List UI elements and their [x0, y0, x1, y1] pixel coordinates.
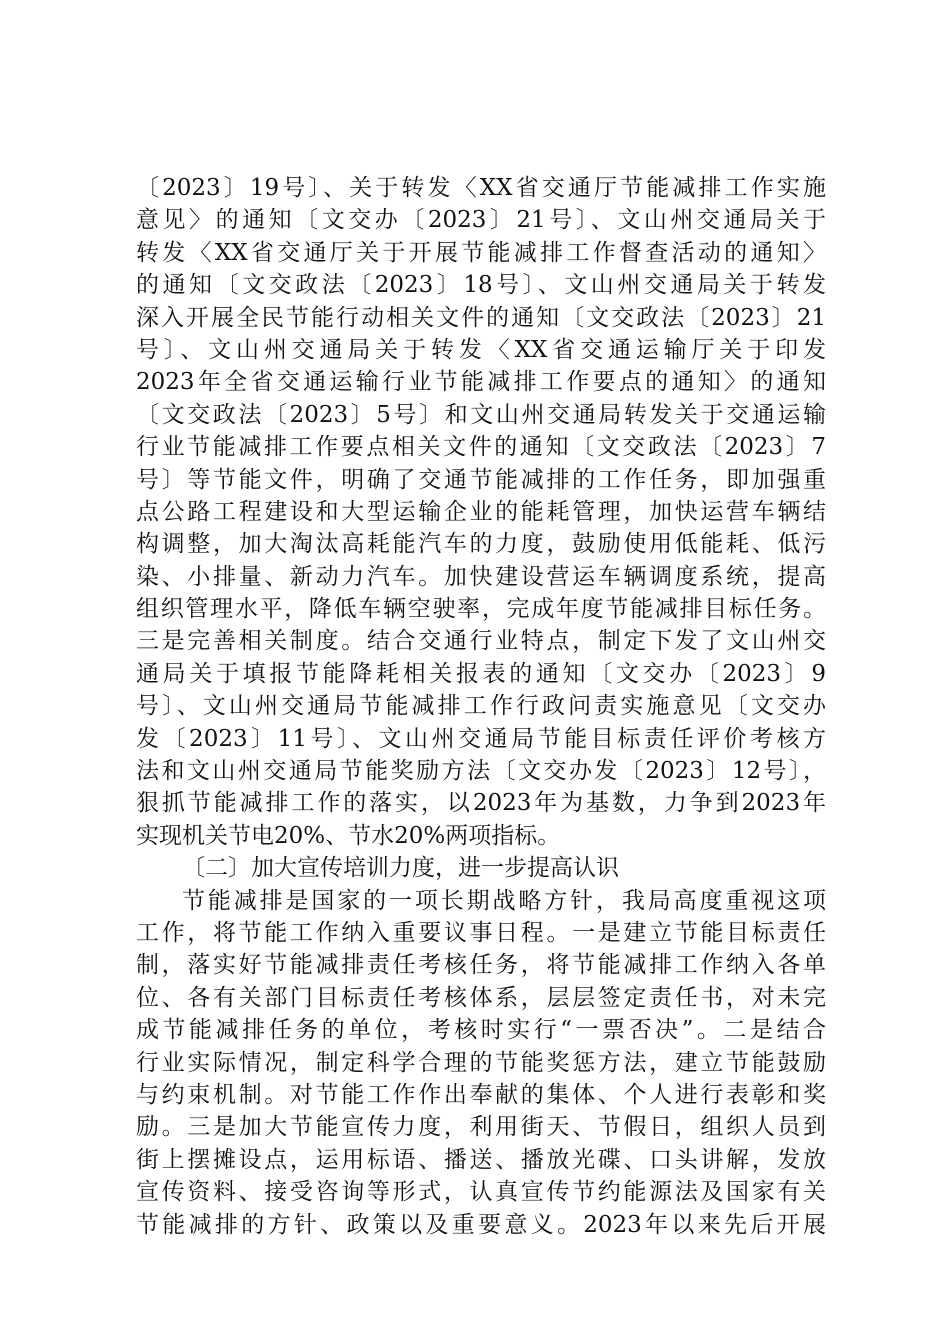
text-line: 构调整，加大淘汰高耗能汽车的力度，鼓励使用低能耗、低污 [136, 531, 826, 558]
text-line: 与约束机制。对节能工作作出奉献的集体、个人进行表彰和奖 [136, 1081, 826, 1108]
text-line: 三是完善相关制度。结合交通行业特点，制定下发了文山州交 [136, 628, 826, 655]
text-line: 号〕、文山州交通局节能减排工作行政问责实施意见〔文交办 [136, 693, 826, 720]
text-line: 组织管理水平，降低车辆空驶率，完成年度节能减排目标任务。 [136, 596, 826, 623]
text-line: 节能减排的方针、政策以及重要意义。2023年以来先后开展 [136, 1211, 826, 1238]
text-line: 成节能减排任务的单位，考核时实行“一票否决”。二是结合 [136, 1017, 826, 1044]
text-line: 号〕等节能文件，明确了交通节能减排的工作任务，即加强重 [136, 466, 826, 493]
text-line: 〔文交政法〔2023〕5号〕和文山州交通局转发关于交通运输 [136, 401, 826, 428]
text-line: 染、小排量、新动力汽车。加快建设营运车辆调度系统，提高 [136, 563, 826, 590]
text-line: 实现机关节电20%、节水20%两项指标。 [136, 822, 561, 849]
text-line: 法和文山州交通局节能奖励方法〔文交办发〔2023〕12号〕， [136, 758, 826, 785]
text-line: 点公路工程建设和大型运输企业的能耗管理，加快运营车辆结 [136, 498, 826, 525]
text-line: 狠抓节能减排工作的落实，以2023年为基数，力争到2023年 [136, 790, 826, 817]
text-line: 节能减排是国家的一项长期战略方针，我局高度重视这项 [182, 887, 826, 914]
text-line: 制，落实好节能减排责任考核任务，将节能减排工作纳入各单 [136, 952, 826, 979]
text-line: 行业实际情况，制定科学合理的节能奖惩方法，建立节能鼓励 [136, 1049, 826, 1076]
text-line: 意见〉的通知〔文交办〔2023〕21号〕、文山州交通局关于 [136, 207, 826, 234]
document-body [136, 172, 826, 1241]
text-line: 2023年全省交通运输行业节能减排工作要点的通知〉的通知 [136, 369, 826, 396]
text-line: 励。三是加大节能宣传力度，利用街天、节假日，组织人员到 [136, 1114, 826, 1141]
text-line: 宣传资料、接受咨询等形式，认真宣传节约能源法及国家有关 [136, 1179, 826, 1206]
text-line: 〔2023〕19号〕、关于转发〈XX省交通厅节能减排工作实施 [136, 175, 826, 201]
text-line: 行业节能减排工作要点相关文件的通知〔文交政法〔2023〕7 [136, 434, 826, 461]
text-line: 深入开展全民节能行动相关文件的通知〔文交政法〔2023〕21 [136, 304, 826, 331]
text-line: 通局关于填报节能降耗相关报表的通知〔文交办〔2023〕9 [136, 660, 826, 687]
text-line: 位、各有关部门目标责任考核体系，层层签定责任书，对未完 [136, 984, 826, 1011]
text-line: 转发〈XX省交通厅关于开展节能减排工作督查活动的通知〉 [136, 239, 826, 266]
text-line: 发〔2023〕11号〕、文山州交通局节能目标责任评价考核方 [136, 725, 826, 752]
section-heading: 〔二〕加大宣传培训力度，进一步提高认识 [182, 855, 619, 882]
text-line: 工作，将节能工作纳入重要议事日程。一是建立节能目标责任 [136, 919, 826, 946]
text-line: 街上摆摊设点，运用标语、播送、播放光碟、口头讲解，发放 [136, 1146, 826, 1173]
text-line: 的通知〔文交政法〔2023〕18号〕、文山州交通局关于转发 [136, 272, 826, 299]
text-line: 号〕、文山州交通局关于转发〈XX省交通运输厅关于印发 [136, 336, 826, 363]
